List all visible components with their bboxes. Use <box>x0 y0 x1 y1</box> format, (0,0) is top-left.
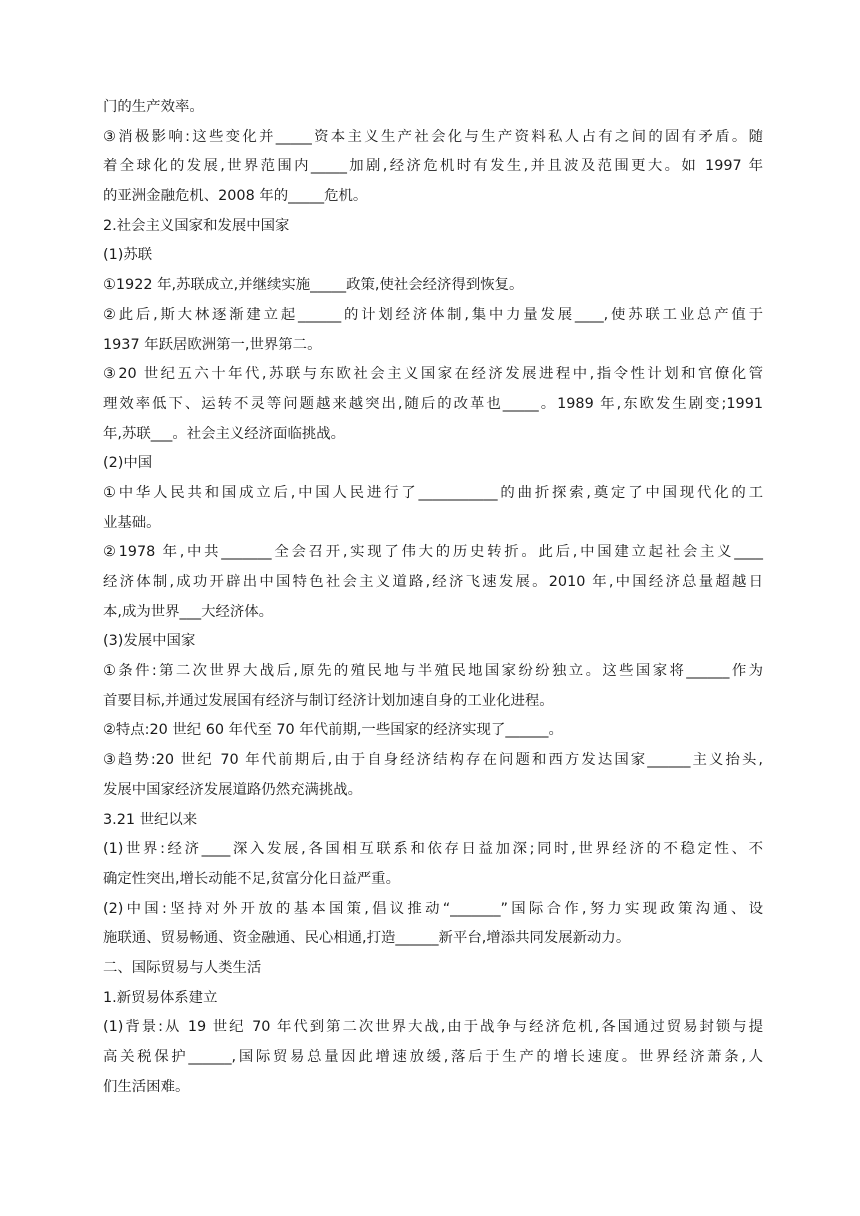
subsection-heading: (2)中国 <box>103 455 153 472</box>
text-line: 1937 年跃居欧洲第一,世界第二。 <box>103 336 322 353</box>
text-line: ①中华人民共和国成立后,中国人民进行了___________的曲折探索,奠定了中国现代化的工 <box>103 484 763 501</box>
text-line: 理效率低下、运转不灵等问题越来越突出,随后的改革也_____。1989 年,东欧发生剧变;1991 <box>103 395 763 412</box>
text-line: ②1978 年,中共_______全会召开,实现了伟大的历史转折。此后,中国建立起社会主义____ <box>103 544 763 561</box>
text-line: 本,成为世界___大经济体。 <box>103 603 274 620</box>
text-line: 经济体制,成功开辟出中国特色社会主义道路,经济飞速发展。2010 年,中国经济总量超越日 <box>103 574 763 590</box>
subsection-heading: (3)发展中国家 <box>103 633 196 650</box>
text-line: ②特点:20 世纪 60 年代至 70 年代前期,一些国家的经济实现了______。 <box>103 722 563 739</box>
text-line: ①条件:第二次世界大战后,原先的殖民地与半殖民地国家纷纷独立。这些国家将______作为 <box>103 663 763 680</box>
text-line: 年,苏联___。社会主义经济面临挑战。 <box>103 425 346 442</box>
text-line: 发展中国家经济发展道路仍然充满挑战。 <box>103 781 363 798</box>
text-line: 高关税保护______,国际贸易总量因此增速放缓,落后于生产的增长速度。世界经济萧条,人 <box>103 1049 763 1065</box>
text-line: 门的生产效率。 <box>103 99 204 115</box>
section-heading: 1.新贸易体系建立 <box>103 989 218 1006</box>
text-line: (1)世界:经济____深入发展,各国相互联系和依存日益加深;同时,世界经济的不稳定性、不 <box>103 841 763 858</box>
text-line: ③趋势:20 世纪 70 年代前期后,由于自身经济结构存在问题和西方发达国家______主义抬头, <box>103 752 763 769</box>
document-body <box>103 93 763 1102</box>
chapter-heading: 二、国际贸易与人类生活 <box>103 959 262 976</box>
section-heading: 2.社会主义国家和发展中国家 <box>103 217 290 234</box>
text-line: 首要目标,并通过发展国有经济与制订经济计划加速自身的工业化进程。 <box>103 692 554 709</box>
text-line: ③20 世纪五六十年代,苏联与东欧社会主义国家在经济发展进程中,指令性计划和官僚化管 <box>103 366 763 383</box>
text-line: 施联通、贸易畅通、资金融通、民心相通,打造______新平台,增添共同发展新动力。 <box>103 930 631 947</box>
text-line: 着全球化的发展,世界范围内_____加剧,经济危机时有发生,并且波及范围更大。如 1997 年 <box>103 158 763 175</box>
text-line: ①1922 年,苏联成立,并继续实施_____政策,使社会经济得到恢复。 <box>103 277 524 294</box>
text-line: (2)中国:坚持对外开放的基本国策,倡议推动“_______”国际合作,努力实现政策沟通、设 <box>103 900 763 917</box>
text-line: ②此后,斯大林逐渐建立起______的计划经济体制,集中力量发展____,使苏联工业总产值于 <box>103 306 763 323</box>
section-heading: 3.21 世纪以来 <box>103 811 198 828</box>
text-line: (1)背景:从 19 世纪 70 年代到第二次世界大战,由于战争与经济危机,各国通过贸易封锁与提 <box>103 1019 763 1036</box>
text-line: 的亚洲金融危机、2008 年的_____危机。 <box>103 188 368 205</box>
text-line: ③消极影响:这些变化并_____资本主义生产社会化与生产资料私人占有之间的固有矛盾。随 <box>103 128 763 145</box>
text-line: 确定性突出,增长动能不足,贫富分化日益严重。 <box>103 870 400 887</box>
text-line: 们生活困难。 <box>103 1078 190 1095</box>
subsection-heading: (1)苏联 <box>103 247 153 264</box>
text-line: 业基础。 <box>103 514 161 531</box>
